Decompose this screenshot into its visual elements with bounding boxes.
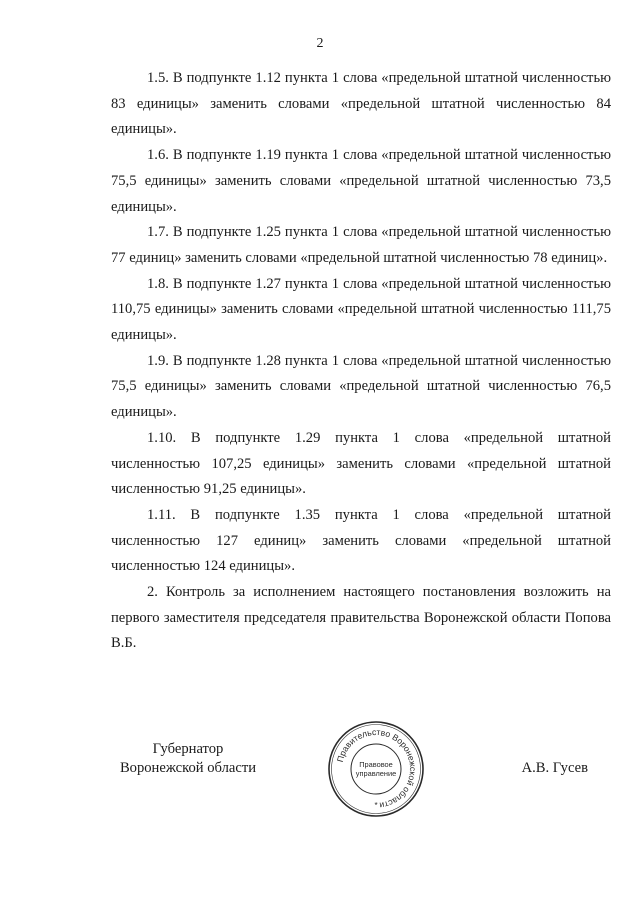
seal-center-line2: управление bbox=[355, 769, 397, 778]
paragraph-1-6: 1.6. В подпункте 1.19 пункта 1 слова «предельной штатной численностью 75,5 единицы» заменить словами «предельной штатной численностью 73,5 единицы». bbox=[111, 147, 611, 215]
paragraph-2: 2. Контроль за исполнением настоящего постановления возложить на первого заместителя председателя правительства Воронежской области Попова В.Б. bbox=[111, 584, 611, 652]
paragraph-1-10: 1.10. В подпункте 1.29 пункта 1 слова «предельной штатной численностью 107,25 единицы» заменить словами «предельной штатной численностью 91,25 единицы». bbox=[111, 429, 611, 498]
seal-center-line1: Правовое bbox=[359, 760, 393, 769]
seal-ring-text: Правительство Воронежской области bbox=[334, 726, 419, 811]
signatory-title bbox=[108, 740, 268, 778]
document-body bbox=[111, 66, 611, 657]
seal-inner-ring bbox=[351, 744, 401, 794]
seal-outer-ring bbox=[329, 722, 423, 816]
signatory-title-line1: Губернатор bbox=[152, 741, 224, 757]
signatory-name: А.В. Гусев bbox=[521, 760, 588, 776]
seal-outer-inner-ring bbox=[332, 725, 421, 814]
paragraph-1-5: 1.5. В подпункте 1.12 пункта 1 слова «предельной штатной численностью 83 единицы» заменить словами «предельной штатной численностью 84 единицы». bbox=[111, 70, 611, 138]
seal-star-icon: * bbox=[374, 801, 378, 810]
paragraph-1-11: 1.11. В подпункте 1.35 пункта 1 слова «предельной штатной численностью 127 единиц» заменить словами «предельной штатной численностью 124 единицы». bbox=[111, 506, 611, 575]
signatory-title-line2: Воронежской области bbox=[119, 760, 257, 776]
page-number: 2 bbox=[316, 36, 324, 51]
paragraph-1-7: 1.7. В подпункте 1.25 пункта 1 слова «предельной штатной численностью 77 единиц» заменить словами «предельной штатной численностью 78 единиц». bbox=[111, 224, 611, 266]
official-seal bbox=[326, 719, 426, 819]
paragraph-1-8: 1.8. В подпункте 1.27 пункта 1 слова «предельной штатной численностью 110,75 единицы» заменить словами «предельной штатной численностью 111,75 единицы». bbox=[111, 275, 611, 344]
paragraph-1-9: 1.9. В подпункте 1.28 пункта 1 слова «предельной штатной численностью 75,5 единицы» заменить словами «предельной штатной численностью 76,5 единицы». bbox=[111, 352, 611, 421]
